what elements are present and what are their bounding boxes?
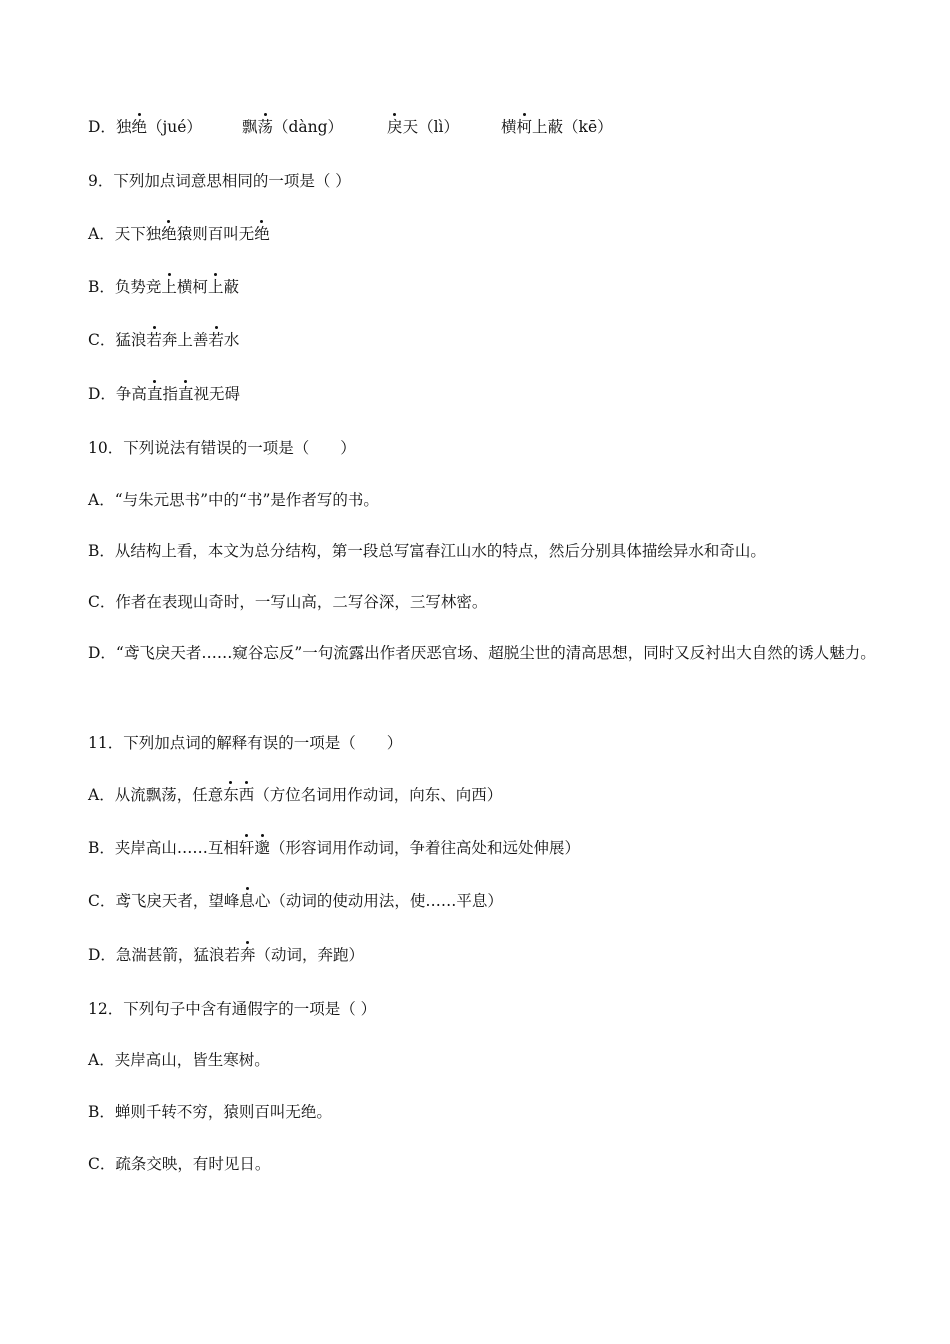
emphasis-dot-char: 上: [207, 278, 224, 296]
emphasis-dot-char: 若: [208, 331, 224, 349]
pinyin: （lì）: [418, 118, 459, 136]
pinyin: （jué）: [146, 118, 202, 136]
emphasis-dot-char: 东: [223, 786, 239, 804]
emphasis-dot-char: 若: [146, 331, 162, 349]
emphasis-dot-char: 绝: [161, 225, 177, 243]
emphasis-dot-char: 邈: [254, 839, 270, 857]
emphasis-dot-char: 绝: [131, 118, 147, 136]
emphasis-dot-char: 西: [238, 786, 255, 804]
q12-option-a: A．夹岸高山，皆生寒树。: [88, 1051, 270, 1069]
emphasis-dot-char: 柯: [516, 118, 533, 136]
q12-option-c: C．疏条交映，有时见日。: [88, 1155, 271, 1173]
question-11-stem: 11．下列加点词的解释有误的一项是（ ）: [88, 734, 403, 752]
emphasis-dot-char: 直: [177, 385, 194, 403]
question-10-stem: 10．下列说法有错误的一项是（ ）: [88, 439, 356, 457]
q12-option-b: B．蝉则千转不穷，猿则百叫无绝。: [88, 1103, 332, 1121]
q9-option-c: C．猛浪若奔上善若水: [88, 331, 240, 349]
q9-option-a: A．天下独绝猿则百叫无绝: [88, 225, 270, 243]
option-letter: D．: [88, 118, 116, 136]
q11-option-a: A．从流飘荡，任意东西（方位名词用作动词，向东、向西）: [88, 786, 503, 804]
question-9-stem: 9．下列加点词意思相同的一项是（ ）: [88, 172, 351, 190]
emphasis-dot-char: 奔: [239, 946, 256, 964]
emphasis-dot-char: 直: [146, 385, 163, 403]
pinyin: （dàng）: [272, 118, 344, 136]
question-12-stem: 12．下列句子中含有通假字的一项是（ ）: [88, 1000, 377, 1018]
q11-option-c: C．鸢飞戾天者，望峰息心（动词的使动用法，使……平息）: [88, 892, 503, 910]
q10-option-b: B．从结构上看，本文为总分结构，第一段总写富春江山水的特点，然后分别具体描绘异水和奇山。: [88, 542, 766, 560]
q8-option-d: D．独绝（jué） 飘荡（dàng） 戾天（lì） 横柯上蔽（kē）: [88, 118, 613, 136]
emphasis-dot-char: 绝: [254, 225, 270, 243]
q10-option-d: D．“鸢飞戾天者……窥谷忘反”一句流露出作者厌恶官场、超脱尘世的清高思想，同时又反衬出大自然的诱人魅力。: [88, 644, 876, 662]
emphasis-dot-char: 荡: [257, 118, 273, 136]
q11-option-d: D．急湍甚箭，猛浪若奔（动词，奔跑）: [88, 946, 364, 964]
q11-option-b: B．夹岸高山……互相轩邈（形容词用作动词，争着往高处和远处伸展）: [88, 839, 580, 857]
emphasis-dot-char: 戾: [387, 118, 403, 136]
q9-option-d: D．争高直指直视无碍: [88, 385, 240, 403]
q9-option-b: B．负势竞上横柯上蔽: [88, 278, 239, 296]
q10-option-a: A．“与朱元思书”中的“书”是作者写的书。: [88, 491, 379, 509]
q10-option-c: C．作者在表现山奇时，一写山高，二写谷深，三写林密。: [88, 593, 488, 611]
pinyin: （kē）: [563, 118, 613, 136]
emphasis-dot-char: 上: [161, 278, 177, 296]
emphasis-dot-char: 轩: [238, 839, 255, 857]
emphasis-dot-char: 息: [239, 892, 255, 910]
